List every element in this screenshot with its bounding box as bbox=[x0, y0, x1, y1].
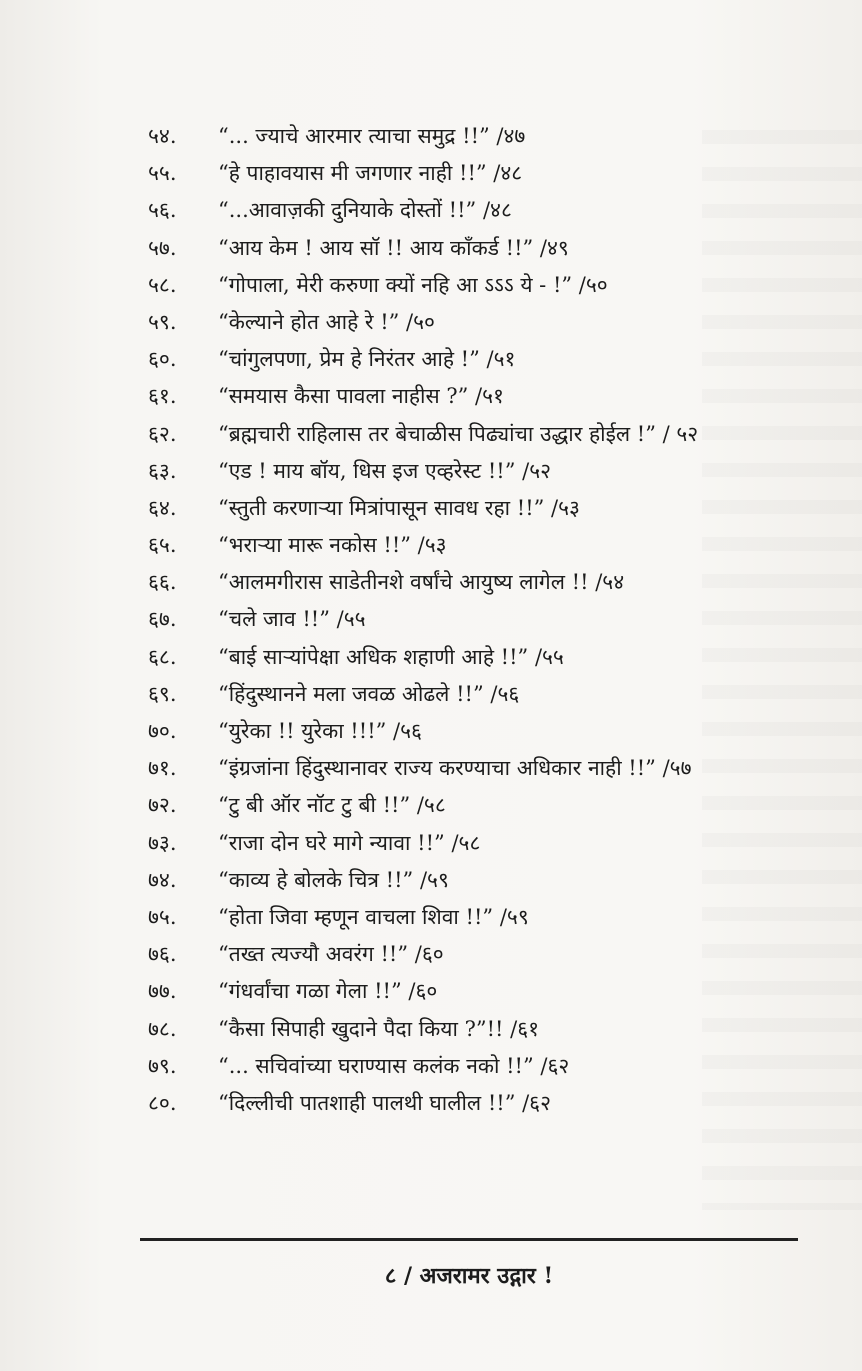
entry-title: “काव्य हे बोलके चित्र !!” /५९ bbox=[218, 867, 449, 892]
toc-entry bbox=[148, 639, 838, 676]
entry-title: “एड ! माय बॉय, धिस इज एव्हरेस्ट !!” /५२ bbox=[218, 458, 552, 483]
toc-entry bbox=[148, 862, 838, 899]
toc-entry bbox=[148, 750, 838, 787]
entry-title: “तख्त त्यज्यौ अवरंग !!” /६० bbox=[218, 942, 444, 967]
entry-number: ६५. bbox=[148, 533, 177, 558]
contents-list bbox=[148, 118, 838, 1122]
entry-number: ६२. bbox=[148, 421, 177, 446]
entry-number: ५७. bbox=[148, 235, 177, 260]
toc-entry bbox=[148, 1011, 838, 1048]
entry-number: ८०. bbox=[148, 1090, 177, 1115]
entry-title: “स्तुती करणाऱ्या मित्रांपासून सावध रहा !!” /५३ bbox=[218, 495, 580, 520]
toc-entry bbox=[148, 341, 838, 378]
entry-title: “... ज्याचे आरमार त्याचा समुद्र !!” /४७ bbox=[218, 124, 526, 148]
toc-entry bbox=[148, 1048, 838, 1085]
toc-entry bbox=[148, 230, 838, 267]
toc-entry bbox=[148, 304, 838, 341]
entry-title: “बाई साऱ्यांपेक्षा अधिक शहाणी आहे !!” /५५ bbox=[218, 644, 564, 669]
entry-number: ६०. bbox=[148, 347, 177, 372]
entry-title: “... सचिवांच्या घराण्यास कलंक नको !!” /६२ bbox=[218, 1053, 570, 1078]
entry-title: “हिंदुस्थानने मला जवळ ओढले !!” /५६ bbox=[218, 681, 520, 706]
entry-title: “राजा दोन घरे मागे न्यावा !!” /५८ bbox=[218, 830, 481, 855]
toc-entry bbox=[148, 378, 838, 415]
entry-title: “भराऱ्या मारू नकोस !!” /५३ bbox=[218, 533, 447, 558]
toc-entry bbox=[148, 899, 838, 936]
entry-number: ७८. bbox=[148, 1016, 177, 1041]
entry-title: “टु बी ऑर नॉट टु बी !!” /५८ bbox=[218, 793, 446, 818]
entry-number: ६८. bbox=[148, 644, 177, 669]
toc-entry bbox=[148, 825, 838, 862]
entry-number: ५८. bbox=[148, 272, 177, 297]
toc-entry bbox=[148, 713, 838, 750]
entry-title: “आय केम ! आय सॉ !! आय कॉंकर्ड !!” /४९ bbox=[218, 235, 569, 260]
entry-title: “आलमगीरास साडेतीनशे वर्षांचे आयुष्य लागेल !! /५४ bbox=[218, 570, 625, 595]
toc-entry bbox=[148, 936, 838, 973]
toc-entry bbox=[148, 1085, 838, 1122]
entry-number: ६४. bbox=[148, 495, 177, 520]
footer-rule bbox=[140, 1238, 798, 1241]
toc-entry bbox=[148, 973, 838, 1010]
entry-title: “केल्याने होत आहे रे !” /५० bbox=[218, 309, 435, 334]
entry-number: ७४. bbox=[148, 867, 177, 892]
entry-number: ७९. bbox=[148, 1053, 177, 1078]
entry-title: “दिल्लीची पातशाही पालथी घालील !!” /६२ bbox=[218, 1090, 552, 1115]
entry-number: ७५. bbox=[148, 904, 177, 929]
entry-title: “ब्रह्मचारी राहिलास तर बेचाळीस पिढ्यांचा उद्धार होईल !” / ५२ bbox=[218, 421, 699, 446]
toc-entry bbox=[148, 676, 838, 713]
entry-number: ५९. bbox=[148, 309, 177, 334]
entry-number: ५५. bbox=[148, 161, 177, 186]
entry-title: “इंग्रजांना हिंदुस्थानावर राज्य करण्याचा अधिकार नाही !!” /५७ bbox=[218, 756, 692, 781]
page-footer: ८ / अजरामर उद्गार ! bbox=[384, 1263, 554, 1289]
entry-title: “युरेका !! युरेका !!!” /५६ bbox=[218, 719, 422, 743]
entry-number: ५६. bbox=[148, 198, 177, 223]
entry-number: ६७. bbox=[148, 607, 177, 632]
toc-entry bbox=[148, 787, 838, 824]
toc-entry bbox=[148, 192, 838, 229]
toc-entry bbox=[148, 155, 838, 192]
toc-entry bbox=[148, 601, 838, 638]
entry-title: “हे पाहावयास मी जगणार नाही !!” /४८ bbox=[218, 161, 523, 186]
toc-entry bbox=[148, 416, 838, 453]
toc-entry bbox=[148, 267, 838, 304]
entry-number: ६९. bbox=[148, 681, 177, 706]
entry-number: ६६. bbox=[148, 570, 177, 595]
entry-title: “चांगुलपणा, प्रेम हे निरंतर आहे !” /५१ bbox=[218, 347, 516, 372]
entry-number: ७३. bbox=[148, 830, 177, 855]
toc-entry bbox=[148, 490, 838, 527]
toc-entry bbox=[148, 564, 838, 601]
entry-number: ७२. bbox=[148, 793, 177, 818]
entry-number: ७०. bbox=[148, 719, 177, 743]
entry-number: ५४. bbox=[148, 124, 177, 148]
entry-number: ६३. bbox=[148, 458, 177, 483]
toc-entry bbox=[148, 118, 838, 155]
entry-title: “कैसा सिपाही खुदाने पैदा किया ?”!! /६१ bbox=[218, 1016, 540, 1041]
toc-entry bbox=[148, 453, 838, 490]
entry-number: ७६. bbox=[148, 942, 177, 967]
toc-entry bbox=[148, 527, 838, 564]
entry-title: “होता जिवा म्हणून वाचला शिवा !!” /५९ bbox=[218, 904, 529, 929]
entry-title: “गंधर्वांचा गळा गेला !!” /६० bbox=[218, 979, 438, 1004]
entry-title: “गोपाला, मेरी करुणा क्यों नहि आ ऽऽऽ ये - !” /५० bbox=[218, 272, 608, 297]
entry-number: ७१. bbox=[148, 756, 177, 781]
entry-number: ७७. bbox=[148, 979, 177, 1004]
entry-title: “चले जाव !!” /५५ bbox=[218, 607, 366, 632]
entry-title: “समयास कैसा पावला नाहीस ?” /५१ bbox=[218, 384, 504, 409]
entry-number: ६१. bbox=[148, 384, 177, 409]
entry-title: “...आवाज़की दुनियाके दोस्तों !!” /४८ bbox=[218, 198, 512, 223]
